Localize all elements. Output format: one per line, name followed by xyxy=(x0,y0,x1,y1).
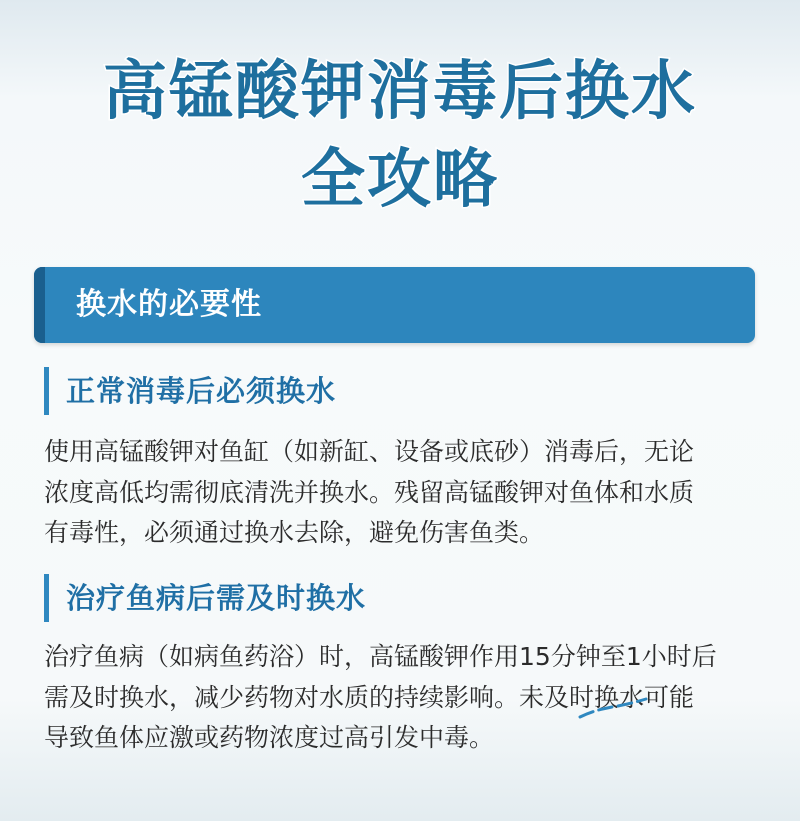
main-title xyxy=(0,48,800,224)
paragraph-line: 使用高锰酸钾对鱼缸（如新缸、设备或底砂）消毒后，无论 xyxy=(44,437,695,466)
subsection-accent-bar xyxy=(44,574,49,622)
subsection-paragraph-1 xyxy=(44,432,759,554)
wave-underline-decoration xyxy=(578,697,648,721)
paragraph-line: 治疗鱼病（如病鱼药浴）时，高锰酸钾作用15分钟至1小时后 xyxy=(44,642,717,671)
paragraph-line: 导致鱼体应激或药物浓度过高引发中毒。 xyxy=(44,723,495,752)
paragraph-line: 需及时换水，减少药物对水质的持续影响。未及时换水可能 xyxy=(44,682,695,712)
paragraph-line: 有毒性，必须通过换水去除，避免伤害鱼类。 xyxy=(44,518,545,547)
paragraph-line: 浓度高低均需彻底清洗并换水。残留高锰酸钾对鱼体和水质 xyxy=(44,477,695,507)
banner-edge-accent xyxy=(34,267,45,343)
section-banner xyxy=(34,267,755,343)
subsection-accent-bar xyxy=(44,367,49,415)
title-line-2: 全攻略 xyxy=(301,143,499,217)
section-heading: 换水的必要性 xyxy=(76,287,262,322)
subsection-paragraph-2 xyxy=(44,637,759,759)
subsection-heading-text: 治疗鱼病后需及时换水 xyxy=(66,581,367,615)
title-line-1: 高锰酸钾消毒后换水 xyxy=(103,55,697,129)
subsection-heading-text: 正常消毒后必须换水 xyxy=(66,374,337,408)
